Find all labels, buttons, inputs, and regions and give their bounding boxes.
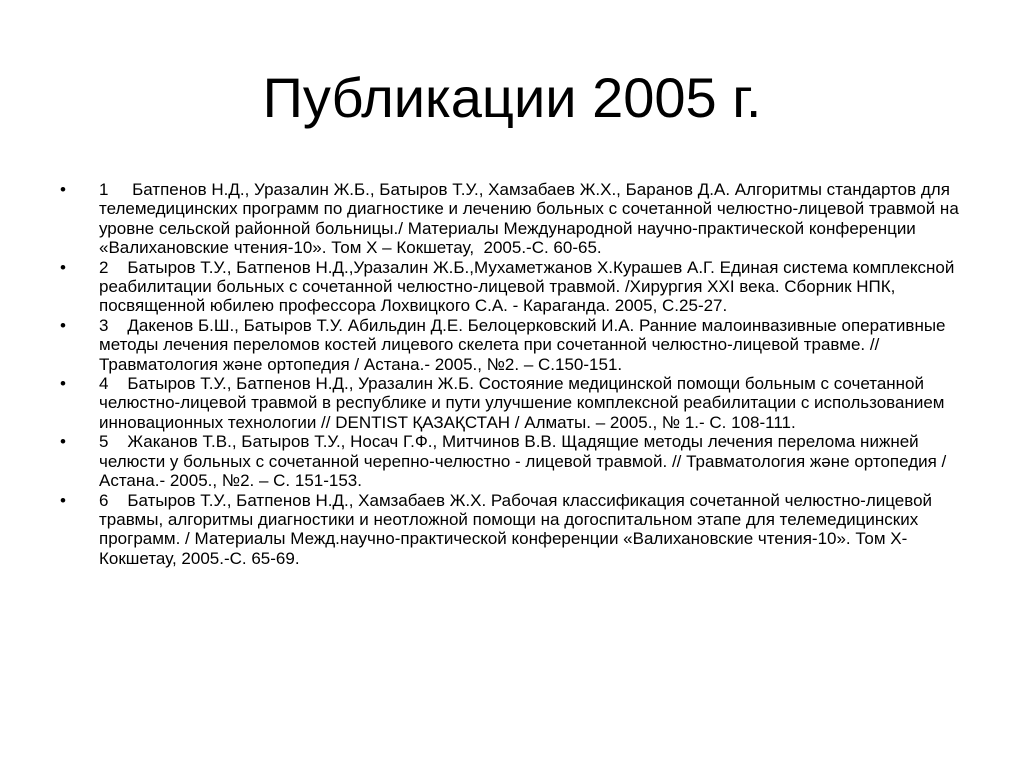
bullet-icon: • xyxy=(60,257,66,277)
publication-text: 2 Батыров Т.У., Батпенов Н.Д.,Уразалин Ж.Б.,Мухаметжанов Х.Курашев А.Г. Единая система комплексной реабилитации больных с сочетанной челюстно-лицевой травмой. /Хирургия XXI века. Сборник НПК, посвященной юбилею профессора Лохвицкого С.А. - Караганда. 2005, С.25-27. xyxy=(99,257,960,316)
publication-item xyxy=(60,316,970,374)
publication-text: 1 Батпенов Н.Д., Уразалин Ж.Б., Батыров Т.У., Хамзабаев Ж.Х., Баранов Д.А. Алгоритмы стандартов для телемедицинских программ по диагностике и лечению больных с сочетанной челюстно-лицевой травмой на уровне сельской районной больницы./ Материалы Международной научно-практической конференции «Валихановские чтения-10». Том X – Кокшетау, 2005.-С. 60-65. xyxy=(99,180,964,258)
slide-title: Публикации 2005 г. xyxy=(262,66,762,129)
bullet-icon: • xyxy=(60,374,66,394)
publication-item xyxy=(60,258,970,316)
bullet-icon: • xyxy=(60,315,66,335)
publication-item xyxy=(60,491,970,569)
publication-text: 6 Батыров Т.У., Батпенов Н.Д., Хамзабаев Ж.Х. Рабочая классификация сочетанной челюстно-лицевой травмы, алгоритмы диагностики и неотложной помощи на догоспитальном этапе для телемедицинских программ. / Материалы Межд.научно-практической конференции «Валихановские чтения-10». Том X-Кокшетау, 2005.-С. 65-69. xyxy=(99,490,937,568)
publication-item xyxy=(60,374,970,432)
publication-item xyxy=(60,432,970,490)
publication-item xyxy=(60,180,970,258)
bullet-icon: • xyxy=(60,432,66,452)
publication-list xyxy=(60,180,970,568)
bullet-icon: • xyxy=(60,490,66,510)
publication-text: 4 Батыров Т.У., Батпенов Н.Д., Уразалин Ж.Б. Состояние медицинской помощи больным с сочетанной челюстно-лицевой травмой в республике и пути улучшение комплексной реабилитации с использованием инновационных технологии // DENTIST ҚАЗАҚСТАН / Алматы. – 2005., № 1.- С. 108-111. xyxy=(99,374,950,432)
publication-text: 5 Жаканов Т.В., Батыров Т.У., Носач Г.Ф., Митчинов В.В. Щадящие методы лечения перелома нижней челюсти у больных с сочетанной черепно-челюстно - лицевой травмой. // Травматология және ортопедия / Астана.- 2005., №2. – С. 151-153. xyxy=(99,432,951,491)
publication-text: 3 Дакенов Б.Ш., Батыров Т.У. Абильдин Д.Е. Белоцерковский И.А. Ранние малоинвазивные оперативные методы лечения переломов костей лицевого скелета при сочетанной челюстно-лицевой травме. // Травматология және ортопедия / Астана.- 2005., №2. – С.150-151. xyxy=(99,315,951,374)
bullet-icon: • xyxy=(60,180,66,199)
